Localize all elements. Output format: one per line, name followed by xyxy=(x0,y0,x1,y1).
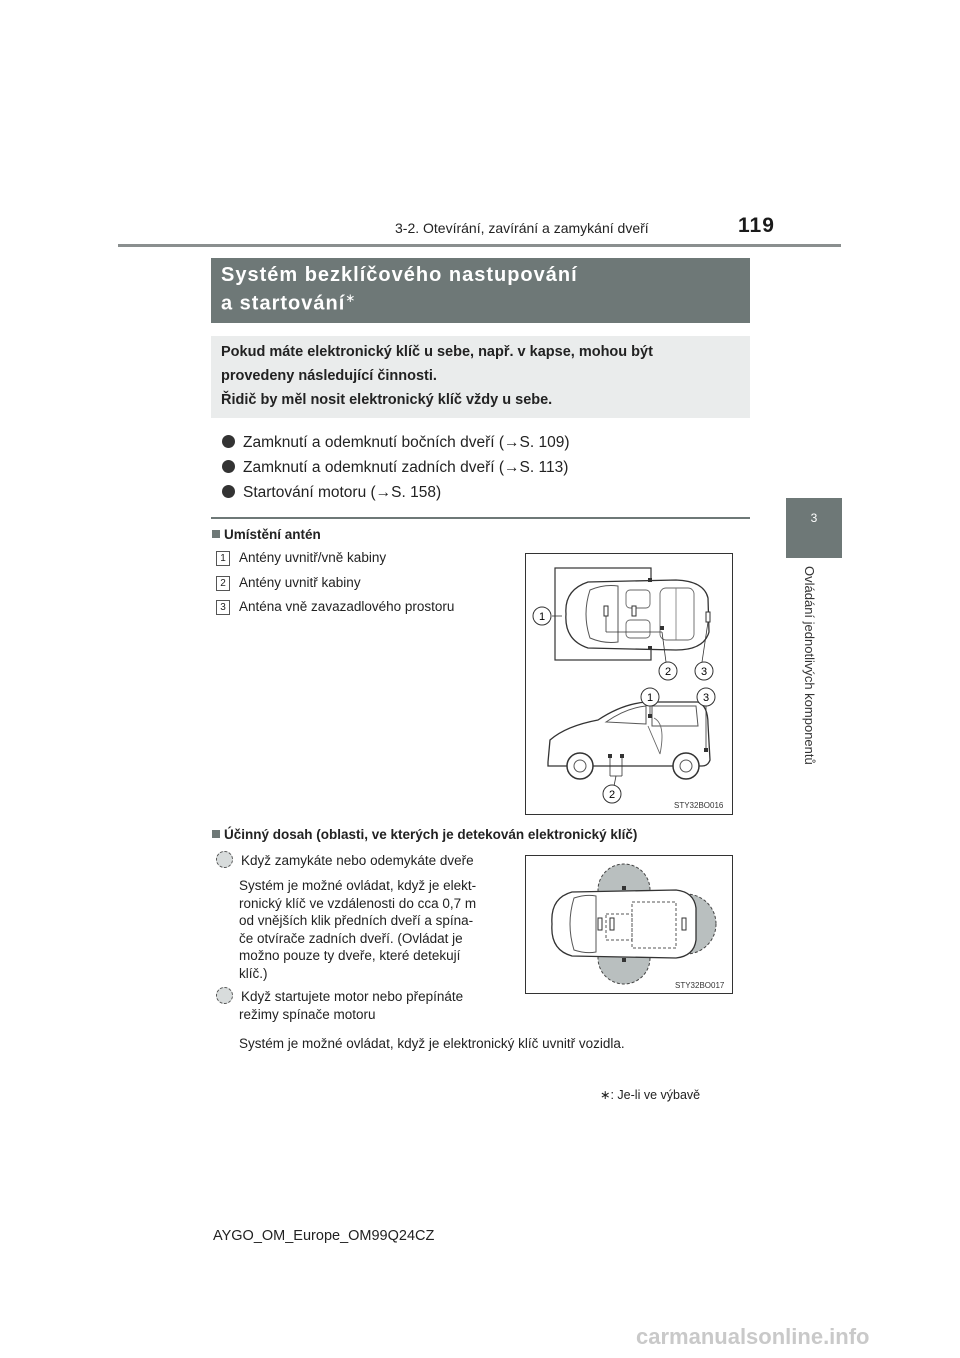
range-item-2-text: Systém je možné ovládat, když je elektronický klíč uvnitř vozidla. xyxy=(239,1036,625,1051)
chapter-number: 3 xyxy=(810,511,818,525)
range-item-1-title: Když zamykáte nebo odemykáte dveře xyxy=(216,851,474,868)
chapter-tab xyxy=(786,498,842,558)
figure-code: STY32BO016 xyxy=(674,801,724,810)
page-number: 119 xyxy=(738,214,775,237)
range-zone-icon xyxy=(216,851,233,868)
chapter-title: Ovládání jednotlivých komponentů xyxy=(802,566,817,765)
antenna-heading: Umístění antén xyxy=(212,527,321,542)
range-figure xyxy=(525,855,733,994)
antenna-item: 1 Antény uvnitř/vně kabiny xyxy=(216,550,386,566)
optional-marker: ∗ xyxy=(345,291,357,305)
square-bullet-icon xyxy=(212,830,220,838)
callout-side-1: 1 xyxy=(646,692,654,704)
document-code: AYGO_OM_Europe_OM99Q24CZ xyxy=(213,1228,435,1244)
list-item: Startování motoru (→S. 158) xyxy=(222,484,441,502)
header-rule xyxy=(118,244,841,247)
watermark: carmanualsonline.info xyxy=(636,1324,870,1349)
intro-line-2: provedeny následující činnosti. xyxy=(221,368,437,384)
antenna-item: 2 Antény uvnitř kabiny xyxy=(216,575,361,591)
footnote: ∗: Je-li ve výbavě xyxy=(600,1088,701,1102)
figure-code: STY32BO017 xyxy=(675,981,725,990)
intro-box xyxy=(211,336,750,418)
list-item: Zamknutí a odemknutí bočních dveří (→S. 109) xyxy=(222,434,570,452)
section-title: 3-2. Otevírání, zavírání a zamykání dveří xyxy=(395,220,649,236)
square-bullet-icon xyxy=(212,530,220,538)
callout-side-2: 2 xyxy=(608,789,616,801)
callout-1: 1 xyxy=(538,611,546,623)
antenna-diagram xyxy=(526,554,732,814)
antenna-figure xyxy=(525,553,733,815)
intro-line-3: Řidič by měl nosit elektronický klíč vždy u sebe. xyxy=(221,392,553,408)
heading-line-2: a startování∗ xyxy=(221,291,357,315)
section-heading-box xyxy=(211,258,750,323)
range-diagram xyxy=(526,856,732,993)
range-item-1-text: Systém je možné ovládat, když je elekt- ronický klíč ve vzdálenosti do cca 0,7 m od vnějších klik předních dveří a spína- če otvírače zadních dveří. (Ovládat je možno pouze ty dveře, které detekují klíč.) xyxy=(239,878,477,981)
bullet-dot-icon xyxy=(222,460,235,473)
callout-3: 3 xyxy=(700,666,708,678)
bullet-dot-icon xyxy=(222,435,235,448)
callout-side-3: 3 xyxy=(702,692,710,704)
heading-line-1: Systém bezklíčového nastupování xyxy=(221,264,578,286)
chapter-title-vertical xyxy=(780,560,846,810)
list-item: Zamknutí a odemknutí zadních dveří (→S. 113) xyxy=(222,459,568,477)
range-heading: Účinný dosah (oblasti, ve kterých je detekován elektronický klíč) xyxy=(212,827,637,842)
range-zone-icon xyxy=(216,987,233,1004)
section-divider xyxy=(211,517,750,519)
intro-line-1: Pokud máte elektronický klíč u sebe, např. v kapse, mohou být xyxy=(221,344,653,360)
optional-marker: ∗ xyxy=(600,1088,611,1102)
callout-2: 2 xyxy=(664,666,672,678)
range-item-2-title: Když startujete motor nebo přepínáte režimy spínače motoru xyxy=(216,987,507,1023)
antenna-item: 3 Anténa vně zavazadlového prostoru xyxy=(216,599,454,615)
bullet-dot-icon xyxy=(222,485,235,498)
